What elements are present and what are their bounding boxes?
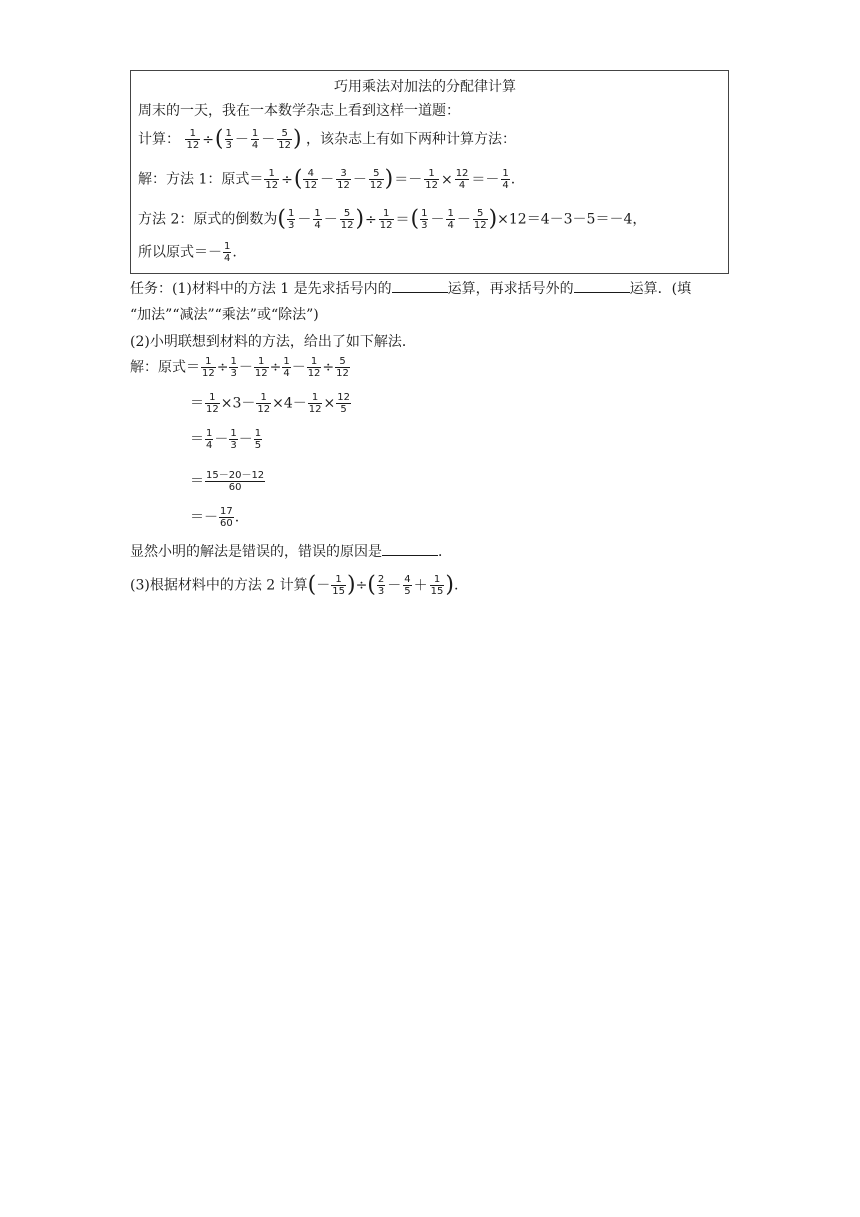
material-method-1: 解：方法 1：原式＝ $\frac{1}{12}$ ÷( $\frac{4}{12}$ － $\frac{3}{12}$ － $\frac{5}{12}$ )＝－ $\frac{1}{12}$ × $\frac{12}{4}$ ＝－ $\frac{1}{4}$ . <box>138 166 516 192</box>
material-title: 巧用乘法对加法的分配律计算 <box>334 79 516 95</box>
material-calc-line: 计算： $\frac{1}{12}$ ÷( $\frac{1}{3}$ － $\frac{1}{4}$ － $\frac{5}{12}$ ) ，该杂志上有如下两种计算方法： <box>138 126 517 152</box>
q2-step-2: ＝ $\frac{1}{12}$ ×3－ $\frac{1}{12}$ ×4－ $\frac{1}{12}$ × $\frac{12}{5}$ <box>190 392 350 415</box>
task-q3: (3)根据材料中的方法 2 计算(－ $\frac{1}{15}$ )÷( $\frac{2}{3}$ － $\frac{4}{5}$ ＋ $\frac{1}{15}$ ). <box>130 572 459 598</box>
answer-blank[interactable] <box>392 280 448 293</box>
q2-step-5: ＝－ $\frac{17}{60}$ . <box>190 506 240 529</box>
fraction: $\frac{1}{12}$ <box>186 128 200 151</box>
q2-step-3: ＝ $\frac{1}{4}$ － $\frac{1}{3}$ － $\frac{1}{5}$ <box>190 428 262 451</box>
task-q1-line2: “加法”“减法”“乘法”或“除法”) <box>130 307 319 323</box>
material-method-2: 方法 2：原式的倒数为( $\frac{1}{3}$ － $\frac{1}{4}$ － $\frac{5}{12}$ )÷ $\frac{1}{12}$ ＝( $\frac{1}{3}$ － $\frac{1}{4}$ － $\frac{5}{12}$ )×12＝4－3－5＝－4， <box>138 206 647 232</box>
q2-step-4: ＝ $\frac{15-20-12}{60}$ <box>190 470 265 493</box>
answer-blank[interactable] <box>574 280 630 293</box>
task-q2-intro: (2)小明联想到材料的方法，给出了如下解法． <box>130 334 416 350</box>
material-conclusion: 所以原式＝－ $\frac{1}{4}$ . <box>138 241 237 264</box>
material-intro: 周末的一天，我在一本数学杂志上看到这样一道题： <box>138 103 460 119</box>
task-q1-line1: 任务：(1)材料中的方法 1 是先求括号内的 运算，再求括号外的 运算．(填 <box>130 281 692 297</box>
q2-step-1: 解：原式＝ $\frac{1}{12}$ ÷ $\frac{1}{3}$ － $\frac{1}{12}$ ÷ $\frac{1}{4}$ － $\frac{1}{12}$ ÷ $\frac{5}{12}$ <box>130 356 349 379</box>
task-q2-error: 显然小明的解法是错误的，错误的原因是 ． <box>130 544 452 560</box>
answer-blank[interactable] <box>382 543 438 556</box>
